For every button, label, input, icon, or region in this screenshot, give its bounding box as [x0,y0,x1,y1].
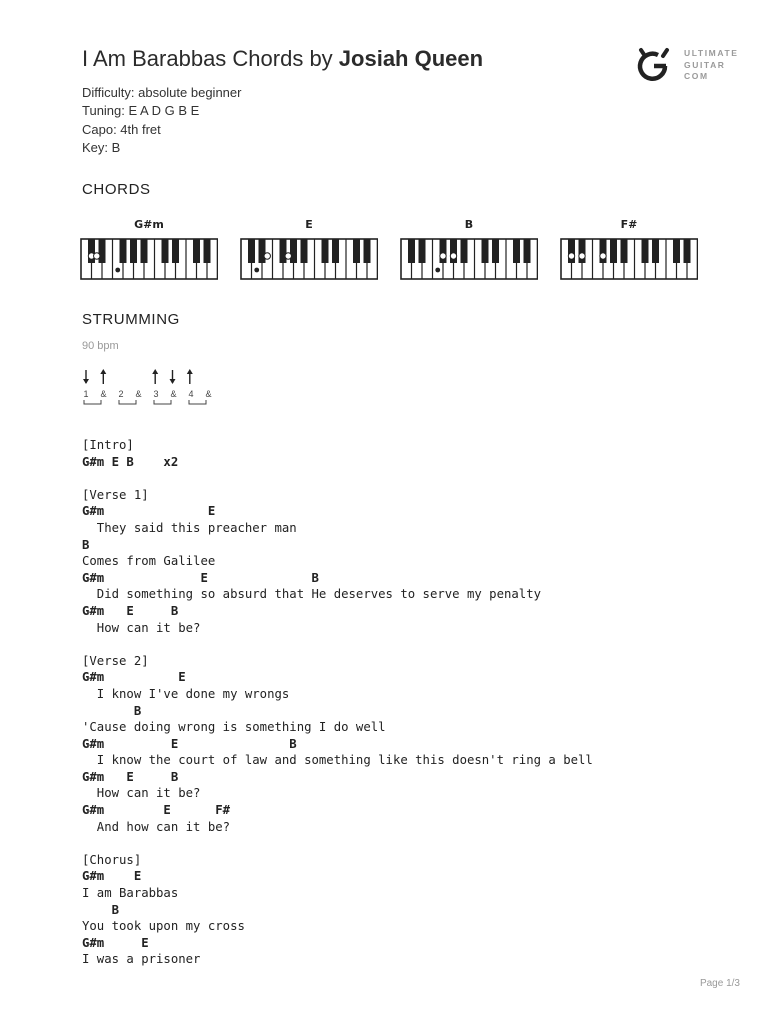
lyric-line: They said this preacher man [82,520,297,535]
note-marker [285,253,291,259]
black-key [610,239,617,263]
black-key [408,239,415,263]
lyric-line [82,636,593,653]
chord-diagram [240,218,378,280]
black-key [99,239,106,263]
black-key [513,239,520,263]
chord-line: B [82,703,142,718]
black-key [259,239,266,263]
chord-sheet [82,437,593,968]
beat-count: & [170,389,177,399]
lyric-line: How can it be? [82,786,201,801]
beat-bracket [189,400,206,404]
black-key [290,239,297,263]
piano-keyboard [560,238,698,280]
black-key [172,239,179,263]
key: Key: B [82,139,121,155]
lyric-line: I know I've done my wrongs [82,686,290,701]
root-marker [254,268,259,273]
lyric-line: 'Cause doing wrong is something I do well [82,720,386,735]
chord-line: G#m E [82,869,142,884]
black-key [461,239,468,263]
lyric-line: [Verse 2] [82,653,149,668]
beat-bracket [154,400,171,404]
chord-diagram [80,218,218,280]
black-key [322,239,329,263]
artist-name: Josiah Queen [338,46,484,71]
chord-line: B [82,537,90,552]
capo: Capo: 4th fret [82,121,161,137]
beat-count: & [205,389,212,399]
logo-line: ULTIMATE [684,48,739,58]
note-marker [600,253,606,259]
beat-count: 1 [83,389,89,399]
logo-wordmark [684,48,739,83]
strumming-heading: STRUMMING [82,311,180,328]
piano-keyboard [240,238,378,280]
chord-name: B [464,218,474,231]
lyric-line: You took upon my cross [82,919,245,934]
black-key [642,239,649,263]
root-marker [435,268,440,273]
note-marker [264,253,270,259]
note-marker [440,253,446,259]
lyric-line [82,835,593,852]
black-key [141,239,148,263]
note-marker [568,253,574,259]
tuning: Tuning: E A D G B E [82,103,200,119]
chord-line: B [82,902,120,917]
chord-line: G#m E [82,670,186,685]
lyric-line: How can it be? [82,620,201,635]
up-arrowhead [187,369,193,374]
black-key [684,239,691,263]
black-key [204,239,211,263]
black-key [120,239,127,263]
lyric-line: I am Barabbas [82,886,179,901]
black-key [482,239,489,263]
black-key [280,239,287,263]
page-number: Page 1/3 [699,978,740,989]
black-key [364,239,371,263]
black-key [162,239,169,263]
chords-heading: CHORDS [82,181,151,198]
lyric-line: And how can it be? [82,819,231,834]
chord-name: G#m [134,218,164,231]
note-marker [579,253,585,259]
black-key [524,239,531,263]
down-arrowhead [83,379,89,384]
black-key [621,239,628,263]
lyric-line: [Verse 1] [82,487,149,502]
chord-name: E [305,218,313,231]
song-meta [82,84,241,157]
black-key [673,239,680,263]
beat-count: 3 [153,389,159,399]
up-arrowhead [152,369,158,374]
title-prefix: I Am Barabbas Chords by [82,46,339,71]
black-key [652,239,659,263]
lyric-line: I was a prisoner [82,952,201,967]
black-key [301,239,308,263]
logo-line: COM [684,71,709,81]
piano-keyboard [400,238,538,280]
down-arrowhead [170,379,176,384]
difficulty: Difficulty: absolute beginner [82,85,242,100]
ultimate-guitar-logo-icon [634,44,674,84]
lyric-line: Comes from Galilee [82,554,216,569]
chord-line: G#m E B [82,603,179,618]
note-marker [94,253,100,259]
black-key [419,239,426,263]
lyric-line: Did something so absurd that He deserves to serve my penalty [82,587,542,602]
chord-line: G#m E B [82,570,319,585]
lyric-line: I know the court of law and something like this doesn't ring a bell [82,753,593,768]
black-key [492,239,499,263]
root-marker [115,268,120,273]
strumming-pattern [80,366,220,410]
ultimate-guitar-logo [634,44,744,84]
black-key [248,239,255,263]
beat-bracket [84,400,101,404]
chord-line: G#m E B x2 [82,454,179,469]
chord-line: G#m E B [82,736,297,751]
lyric-line [82,470,593,487]
lyric-line: [Intro] [82,438,134,452]
chord-diagram [400,218,538,280]
beat-count: & [100,389,107,399]
black-key [332,239,339,263]
beat-count: & [135,389,142,399]
chord-diagram [560,218,698,280]
logo-line: GUITAR [684,59,726,70]
chord-line: G#m E [82,504,216,519]
lyric-line: [Chorus] [82,852,142,867]
up-arrowhead [100,369,106,374]
chord-line: G#m E F# [82,803,231,818]
note-marker [450,253,456,259]
black-key [193,239,200,263]
chord-line: G#m E [82,935,149,950]
tempo: 90 bpm [82,340,119,352]
chord-line: G#m E B [82,769,179,784]
piano-keyboard [80,238,218,280]
beat-bracket [119,400,136,404]
beat-count: 4 [188,389,194,399]
black-key [353,239,360,263]
black-key [130,239,137,263]
chord-diagrams [80,218,700,282]
song-title [82,46,483,72]
beat-count: 2 [118,389,124,399]
chord-name: F# [620,218,638,231]
